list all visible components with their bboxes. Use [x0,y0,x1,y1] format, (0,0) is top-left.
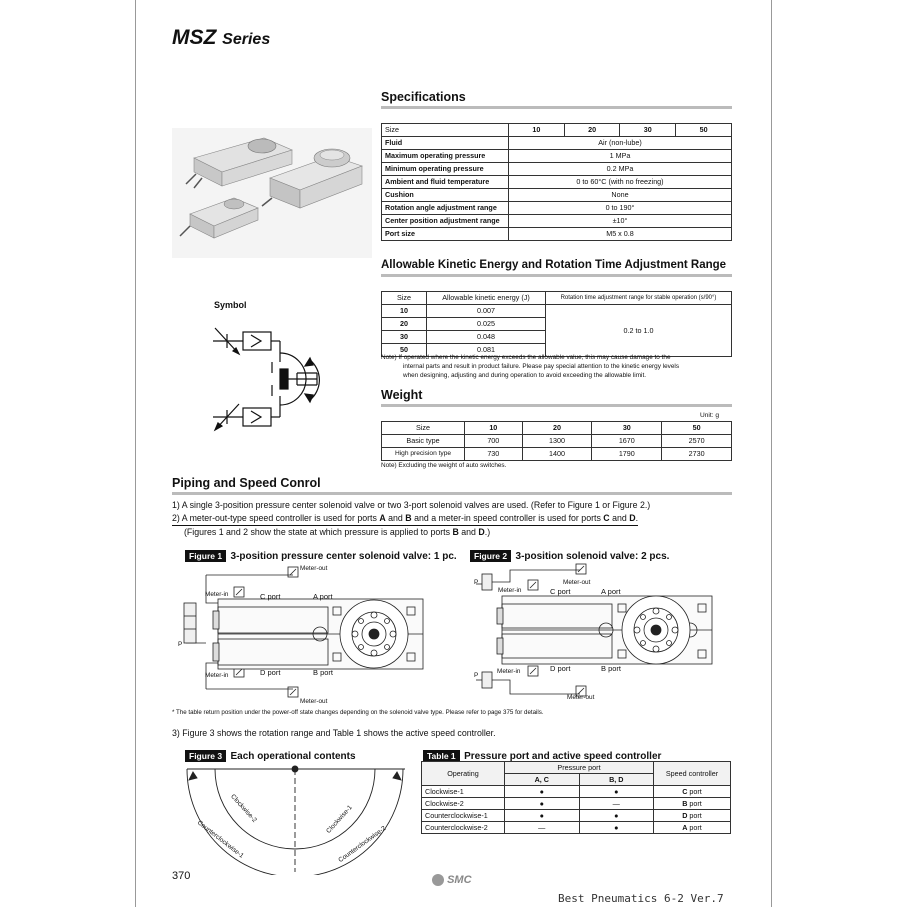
figure3-heading: Figure 3 Each operational contents [185,746,356,764]
figure1-diagram [178,563,440,708]
specifications-heading: Specifications [381,90,466,104]
table-row: Operating Pressure port Speed controller [422,762,731,774]
table-row: Minimum operating pressure 0.2 MPa [382,163,732,176]
table-row: Clockwise-1 ● ● C port [422,786,731,798]
product-photo [172,128,372,258]
table-row: Fluid Air (non-lube) [382,137,732,150]
table1-heading: Table 1 Pressure port and active speed controller [423,746,661,764]
piping-heading: Piping and Speed Conrol [172,476,321,490]
kinetic-rule [381,274,732,277]
brand-footer: Best Pneumatics 6-2 Ver.7 [558,892,724,905]
pressure-port-table [421,761,731,834]
arc-label: Clockwise-2 [229,793,258,824]
line-3-text: 3) Figure 3 shows the rotation range and Table 1 shows the active speed controller. [172,728,496,738]
table-row: A, C B, D [422,774,731,786]
size-cell: 20 [564,124,620,137]
table-row: 30 0.048 [382,331,732,344]
table-row: Counterclockwise-1 ● ● D port [422,810,731,822]
weight-rule [381,404,732,407]
table-row: 10 0.007 0.2 to 1.0 [382,305,732,318]
table-row: Maximum operating pressure 1 MPa [382,150,732,163]
table-row: Center position adjustment range ±10° [382,215,732,228]
symbol-heading: Symbol [214,300,247,310]
table-row: Port size M5 x 0.8 [382,228,732,241]
figure3-diagram [175,760,415,875]
kinetic-energy-heading: Allowable Kinetic Energy and Rotation Time Adjustment Range [381,259,727,271]
arc-label: Counterclockwise-1 [195,819,245,860]
weight-note: Note) Excluding the weight of auto switches. [381,462,507,469]
figure-footnote: * The table return position under the power-off state changes depending on the solenoid valve type. Please refer to page 375 for details. [172,709,544,716]
smc-logo: SMC [432,874,472,886]
table-row: Rotation angle adjustment range 0 to 190° [382,202,732,215]
table-row: 50 0.081 [382,344,732,357]
size-cell: 50 [676,124,732,137]
size-cell: 30 [620,124,676,137]
table-row: Basic type 700 1300 1670 2570 [382,435,732,448]
weight-table [381,421,732,461]
table-row [382,124,732,137]
pneumatic-symbol [205,320,330,438]
page-number: 370 [172,870,191,882]
arc-label: Counterclockwise-2 [337,824,388,865]
table-row: Size Allowable kinetic energy (J) Rotation time adjustment range for stable operation (s/90°) [382,292,732,305]
figure2-heading: Figure 2 3-position solenoid valve: 2 pcs. [470,546,669,564]
weight-unit: Unit: g [700,412,720,419]
piping-rule [172,492,732,495]
table-row: Size 10 20 30 50 [382,422,732,435]
size-cell: 10 [509,124,565,137]
specifications-rule [381,106,732,109]
kinetic-note: Note) If operated where the kinetic energy exceeds the allowable value, this may cause damage to the internal parts and result in product failure. Please pay special attention to the kinetic energy levels when designing, adjusting and during operation to avoid exceeding the allowable limit. [381,354,680,379]
size-header: Size [382,124,509,137]
arc-label: Clockwise-1 [325,804,354,835]
series-title: MSZ Series [172,26,271,49]
weight-heading: Weight [381,388,423,402]
kinetic-energy-table [381,291,732,357]
table-row: Ambient and fluid temperature 0 to 60°C (with no freezing) [382,176,732,189]
specifications-table [381,123,732,241]
piping-text: 1) A single 3-position pressure center solenoid valve or two 3-port solenoid valves are used. (Refer to Figure 1 or Figure 2.) 2) A meter-out-type speed controller is used for ports A and B and a meter-in speed controller is used for ports C and D. (Figures 1 and 2 show the state at which pressure is applied to ports B and D.) [172,500,651,537]
figure2-diagram [470,562,718,702]
table-row: Clockwise-2 ● — B port [422,798,731,810]
table-row: Cushion None [382,189,732,202]
table-row: Counterclockwise-2 — ● A port [422,822,731,834]
figure1-heading: Figure 1 3-position pressure center solenoid valve: 1 pc. [185,546,457,564]
table-row: High precision type 730 1400 1790 2730 [382,448,732,461]
table-row: 20 0.025 [382,318,732,331]
